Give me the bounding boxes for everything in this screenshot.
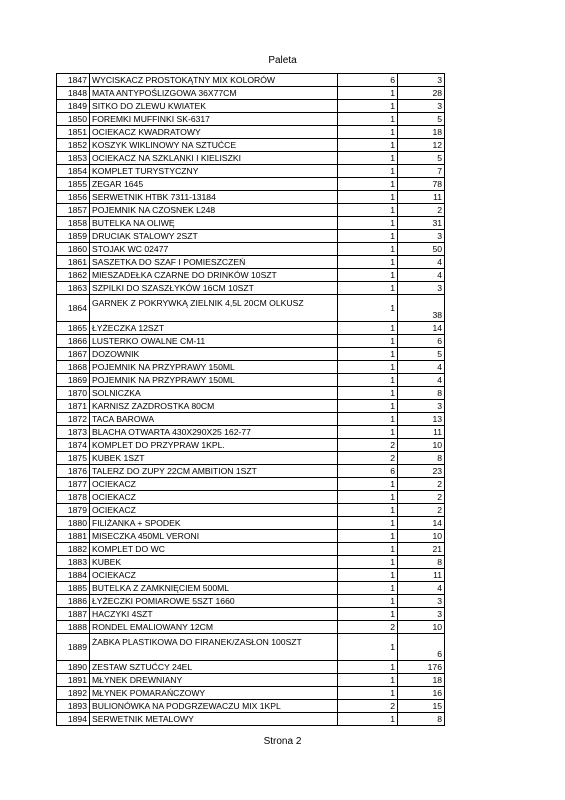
row-name-cell: OCIEKACZ NA SZKLANKI I KIELISZKI <box>90 152 338 165</box>
row-name-cell: KOSZYK WIKLINOWY NA SZTUĆCE <box>90 139 338 152</box>
row-name-cell: BLACHA OTWARTA 430X290X25 162-77 <box>90 426 338 439</box>
row-qty-cell: 1 <box>338 634 398 661</box>
table-row <box>57 465 445 478</box>
row-name-cell: SERWETNIK HTBK 7311-13184 <box>90 191 338 204</box>
row-qty-cell: 1 <box>338 400 398 413</box>
row-name-cell: MŁYNEK DREWNIANY <box>90 674 338 687</box>
table-row <box>57 504 445 517</box>
row-qty-cell: 1 <box>338 139 398 152</box>
row-name-cell: OCIEKACZ <box>90 478 338 491</box>
row-qty-cell: 6 <box>338 465 398 478</box>
row-value-cell: 15 <box>398 700 445 713</box>
table-row <box>57 348 445 361</box>
row-name-cell: ŁYŻECZKI POMIAROWE 5SZT 1660 <box>90 595 338 608</box>
row-qty-cell: 1 <box>338 374 398 387</box>
row-qty-cell: 1 <box>338 100 398 113</box>
row-id-cell: 1865 <box>57 322 90 335</box>
row-qty-cell: 1 <box>338 426 398 439</box>
row-name-cell: POJEMNIK NA CZOSNEK L248 <box>90 204 338 217</box>
row-name-cell: SITKO DO ZLEWU KWIATEK <box>90 100 338 113</box>
table-row <box>57 178 445 191</box>
table-row <box>57 335 445 348</box>
table-row <box>57 608 445 621</box>
row-id-cell: 1880 <box>57 517 90 530</box>
row-qty-cell: 1 <box>338 295 398 322</box>
row-name-cell: KOMPLET DO PRZYPRAW 1KPL. <box>90 439 338 452</box>
row-qty-cell: 1 <box>338 361 398 374</box>
row-value-cell: 3 <box>398 100 445 113</box>
row-value-cell: 23 <box>398 465 445 478</box>
row-value-cell: 5 <box>398 348 445 361</box>
row-name-cell: STOJAK WC 02477 <box>90 243 338 256</box>
row-id-cell: 1893 <box>57 700 90 713</box>
row-id-cell: 1853 <box>57 152 90 165</box>
row-name-cell: OCIEKACZ <box>90 569 338 582</box>
row-id-cell: 1877 <box>57 478 90 491</box>
row-qty-cell: 1 <box>338 282 398 295</box>
row-value-cell: 14 <box>398 517 445 530</box>
row-value-cell: 21 <box>398 543 445 556</box>
row-value-cell: 10 <box>398 439 445 452</box>
row-qty-cell: 1 <box>338 387 398 400</box>
row-id-cell: 1866 <box>57 335 90 348</box>
row-qty-cell: 1 <box>338 687 398 700</box>
row-name-cell: TACA BAROWA <box>90 413 338 426</box>
table-row <box>57 530 445 543</box>
row-value-cell: 6 <box>398 335 445 348</box>
row-qty-cell: 1 <box>338 713 398 726</box>
row-value-cell: 7 <box>398 165 445 178</box>
row-id-cell: 1891 <box>57 674 90 687</box>
row-name-cell: OCIEKACZ <box>90 504 338 517</box>
row-value-cell: 13 <box>398 413 445 426</box>
row-name-cell: BULIONÓWKA NA PODGRZEWACZU MIX 1KPL <box>90 700 338 713</box>
row-qty-cell: 1 <box>338 256 398 269</box>
row-name-cell: POJEMNIK NA PRZYPRAWY 150ML <box>90 361 338 374</box>
table-row <box>57 374 445 387</box>
inventory-table <box>56 73 445 726</box>
row-qty-cell: 1 <box>338 348 398 361</box>
table-row <box>57 243 445 256</box>
table-row <box>57 387 445 400</box>
row-id-cell: 1855 <box>57 178 90 191</box>
row-id-cell: 1888 <box>57 621 90 634</box>
row-name-cell: DRUCIAK STALOWY 2SZT <box>90 230 338 243</box>
row-name-cell: KARNISZ ZAZDROSTKA 80CM <box>90 400 338 413</box>
row-qty-cell: 1 <box>338 243 398 256</box>
row-id-cell: 1874 <box>57 439 90 452</box>
row-value-cell: 5 <box>398 152 445 165</box>
row-id-cell: 1869 <box>57 374 90 387</box>
row-qty-cell: 1 <box>338 230 398 243</box>
row-name-cell: TALERZ DO ZUPY 22CM AMBITION 1SZT <box>90 465 338 478</box>
row-qty-cell: 1 <box>338 413 398 426</box>
row-qty-cell: 1 <box>338 113 398 126</box>
row-value-cell: 8 <box>398 556 445 569</box>
row-value-cell: 4 <box>398 269 445 282</box>
row-qty-cell: 1 <box>338 335 398 348</box>
row-name-cell: LUSTERKO OWALNE CM-11 <box>90 335 338 348</box>
row-qty-cell: 2 <box>338 621 398 634</box>
table-row <box>57 543 445 556</box>
row-id-cell: 1847 <box>57 74 90 87</box>
row-id-cell: 1857 <box>57 204 90 217</box>
table-row <box>57 152 445 165</box>
row-name-cell: SASZETKA DO SZAF I POMIESZCZEŃ <box>90 256 338 269</box>
row-value-cell: 3 <box>398 282 445 295</box>
row-name-cell: BUTELKA Z ZAMKNIĘCIEM 500ML <box>90 582 338 595</box>
row-id-cell: 1867 <box>57 348 90 361</box>
row-name-cell: KUBEK <box>90 556 338 569</box>
row-value-cell: 8 <box>398 387 445 400</box>
row-value-cell: 14 <box>398 322 445 335</box>
row-id-cell: 1883 <box>57 556 90 569</box>
row-value-cell: 2 <box>398 204 445 217</box>
row-name-cell: HACZYKI 4SZT <box>90 608 338 621</box>
table-row <box>57 269 445 282</box>
row-qty-cell: 1 <box>338 543 398 556</box>
row-value-cell: 176 <box>398 661 445 674</box>
table-row <box>57 282 445 295</box>
row-qty-cell: 1 <box>338 87 398 100</box>
table-row <box>57 478 445 491</box>
row-id-cell: 1879 <box>57 504 90 517</box>
row-value-cell: 78 <box>398 178 445 191</box>
row-id-cell: 1848 <box>57 87 90 100</box>
row-qty-cell: 2 <box>338 700 398 713</box>
row-id-cell: 1864 <box>57 295 90 322</box>
row-qty-cell: 1 <box>338 178 398 191</box>
row-value-cell: 2 <box>398 504 445 517</box>
table-row <box>57 217 445 230</box>
row-name-cell: DOZOWNIK <box>90 348 338 361</box>
table-row <box>57 569 445 582</box>
row-value-cell: 8 <box>398 713 445 726</box>
page-header-title: Paleta <box>268 55 297 66</box>
row-id-cell: 1868 <box>57 361 90 374</box>
row-qty-cell: 1 <box>338 165 398 178</box>
row-qty-cell: 1 <box>338 204 398 217</box>
row-id-cell: 1856 <box>57 191 90 204</box>
row-qty-cell: 6 <box>338 74 398 87</box>
row-name-cell: SZPILKI DO SZASZŁYKÓW 16CM 10SZT <box>90 282 338 295</box>
table-row <box>57 582 445 595</box>
row-name-cell: OCIEKACZ <box>90 491 338 504</box>
row-value-cell: 3 <box>398 230 445 243</box>
row-name-cell: POJEMNIK NA PRZYPRAWY 150ML <box>90 374 338 387</box>
row-value-cell: 8 <box>398 452 445 465</box>
row-id-cell: 1862 <box>57 269 90 282</box>
table-row <box>57 204 445 217</box>
table-row <box>57 139 445 152</box>
page-footer-label: Strona 2 <box>263 736 302 747</box>
table-row <box>57 100 445 113</box>
row-name-cell: MATA ANTYPOŚLIZGOWA 36X77CM <box>90 87 338 100</box>
row-value-cell: 38 <box>398 295 445 322</box>
row-value-cell: 3 <box>398 74 445 87</box>
table-row <box>57 713 445 726</box>
row-id-cell: 1886 <box>57 595 90 608</box>
row-name-cell: MŁYNEK POMARAŃCZOWY <box>90 687 338 700</box>
table-row <box>57 322 445 335</box>
row-value-cell: 2 <box>398 491 445 504</box>
table-row <box>57 87 445 100</box>
row-qty-cell: 2 <box>338 452 398 465</box>
table-row <box>57 400 445 413</box>
row-value-cell: 3 <box>398 400 445 413</box>
row-qty-cell: 1 <box>338 478 398 491</box>
table-row <box>57 661 445 674</box>
row-id-cell: 1882 <box>57 543 90 556</box>
row-value-cell: 4 <box>398 374 445 387</box>
row-id-cell: 1852 <box>57 139 90 152</box>
row-qty-cell: 1 <box>338 491 398 504</box>
table-row <box>57 165 445 178</box>
row-qty-cell: 1 <box>338 126 398 139</box>
row-value-cell: 4 <box>398 582 445 595</box>
row-qty-cell: 1 <box>338 595 398 608</box>
table-row <box>57 256 445 269</box>
row-id-cell: 1890 <box>57 661 90 674</box>
row-name-cell: FILIŻANKA + SPODEK <box>90 517 338 530</box>
row-qty-cell: 1 <box>338 530 398 543</box>
row-value-cell: 50 <box>398 243 445 256</box>
row-id-cell: 1875 <box>57 452 90 465</box>
row-value-cell: 12 <box>398 139 445 152</box>
row-name-cell: MIESZADEŁKA CZARNE DO DRINKÓW 10SZT <box>90 269 338 282</box>
row-id-cell: 1876 <box>57 465 90 478</box>
row-value-cell: 3 <box>398 608 445 621</box>
table-row <box>57 126 445 139</box>
row-value-cell: 28 <box>398 87 445 100</box>
row-qty-cell: 1 <box>338 674 398 687</box>
row-name-cell: ŻABKA PLASTIKOWA DO FIRANEK/ZASŁON 100SZT <box>90 634 338 661</box>
table-row <box>57 452 445 465</box>
table-row <box>57 634 445 661</box>
row-qty-cell: 1 <box>338 582 398 595</box>
row-id-cell: 1892 <box>57 687 90 700</box>
row-qty-cell: 1 <box>338 661 398 674</box>
row-id-cell: 1873 <box>57 426 90 439</box>
row-qty-cell: 2 <box>338 439 398 452</box>
row-id-cell: 1851 <box>57 126 90 139</box>
row-value-cell: 18 <box>398 674 445 687</box>
row-name-cell: ŁYŻECZKA 12SZT <box>90 322 338 335</box>
inventory-table-body <box>57 74 445 726</box>
row-id-cell: 1872 <box>57 413 90 426</box>
table-row <box>57 191 445 204</box>
row-value-cell: 2 <box>398 478 445 491</box>
row-name-cell: SERWETNIK METALOWY <box>90 713 338 726</box>
table-row <box>57 517 445 530</box>
table-row <box>57 674 445 687</box>
row-value-cell: 6 <box>398 634 445 661</box>
row-name-cell: KOMPLET DO WC <box>90 543 338 556</box>
row-value-cell: 5 <box>398 113 445 126</box>
row-id-cell: 1859 <box>57 230 90 243</box>
table-row <box>57 74 445 87</box>
row-qty-cell: 1 <box>338 556 398 569</box>
row-value-cell: 3 <box>398 595 445 608</box>
row-name-cell: KOMPLET TURYSTYCZNY <box>90 165 338 178</box>
row-qty-cell: 1 <box>338 191 398 204</box>
table-row <box>57 491 445 504</box>
row-value-cell: 18 <box>398 126 445 139</box>
row-id-cell: 1861 <box>57 256 90 269</box>
row-qty-cell: 1 <box>338 517 398 530</box>
row-value-cell: 11 <box>398 191 445 204</box>
row-name-cell: RONDEL EMALIOWANY 12CM <box>90 621 338 634</box>
row-value-cell: 11 <box>398 569 445 582</box>
row-id-cell: 1849 <box>57 100 90 113</box>
table-row <box>57 595 445 608</box>
row-id-cell: 1878 <box>57 491 90 504</box>
row-qty-cell: 1 <box>338 608 398 621</box>
row-id-cell: 1863 <box>57 282 90 295</box>
row-id-cell: 1889 <box>57 634 90 661</box>
row-name-cell: ZEGAR 1645 <box>90 178 338 191</box>
row-value-cell: 31 <box>398 217 445 230</box>
row-qty-cell: 1 <box>338 322 398 335</box>
row-name-cell: GARNEK Z POKRYWKĄ ZIELNIK 4,5L 20CM OLKUSZ <box>90 295 338 322</box>
row-id-cell: 1854 <box>57 165 90 178</box>
row-name-cell: KUBEK 1SZT <box>90 452 338 465</box>
row-name-cell: WYCISKACZ PROSTOKĄTNY MIX KOLORÓW <box>90 74 338 87</box>
row-value-cell: 16 <box>398 687 445 700</box>
row-name-cell: SOLNICZKA <box>90 387 338 400</box>
row-value-cell: 10 <box>398 530 445 543</box>
row-qty-cell: 1 <box>338 269 398 282</box>
table-row <box>57 687 445 700</box>
row-qty-cell: 1 <box>338 504 398 517</box>
table-row <box>57 230 445 243</box>
row-value-cell: 4 <box>398 361 445 374</box>
table-row <box>57 426 445 439</box>
row-qty-cell: 1 <box>338 569 398 582</box>
row-qty-cell: 1 <box>338 217 398 230</box>
table-row <box>57 113 445 126</box>
row-id-cell: 1850 <box>57 113 90 126</box>
table-row <box>57 413 445 426</box>
table-row <box>57 621 445 634</box>
table-row <box>57 556 445 569</box>
row-name-cell: ZESTAW SZTUĆCY 24EL <box>90 661 338 674</box>
row-id-cell: 1887 <box>57 608 90 621</box>
row-id-cell: 1884 <box>57 569 90 582</box>
row-name-cell: FOREMKI MUFFINKI SK-6317 <box>90 113 338 126</box>
table-row <box>57 439 445 452</box>
row-qty-cell: 1 <box>338 152 398 165</box>
row-name-cell: OCIEKACZ KWADRATOWY <box>90 126 338 139</box>
row-id-cell: 1870 <box>57 387 90 400</box>
row-id-cell: 1871 <box>57 400 90 413</box>
row-id-cell: 1881 <box>57 530 90 543</box>
row-id-cell: 1858 <box>57 217 90 230</box>
row-name-cell: MISECZKA 450ML VERONI <box>90 530 338 543</box>
row-name-cell: BUTELKA NA OLIWĘ <box>90 217 338 230</box>
row-id-cell: 1860 <box>57 243 90 256</box>
table-row <box>57 295 445 322</box>
row-value-cell: 10 <box>398 621 445 634</box>
row-value-cell: 11 <box>398 426 445 439</box>
row-id-cell: 1885 <box>57 582 90 595</box>
row-id-cell: 1894 <box>57 713 90 726</box>
row-value-cell: 4 <box>398 256 445 269</box>
table-row <box>57 361 445 374</box>
table-row <box>57 700 445 713</box>
